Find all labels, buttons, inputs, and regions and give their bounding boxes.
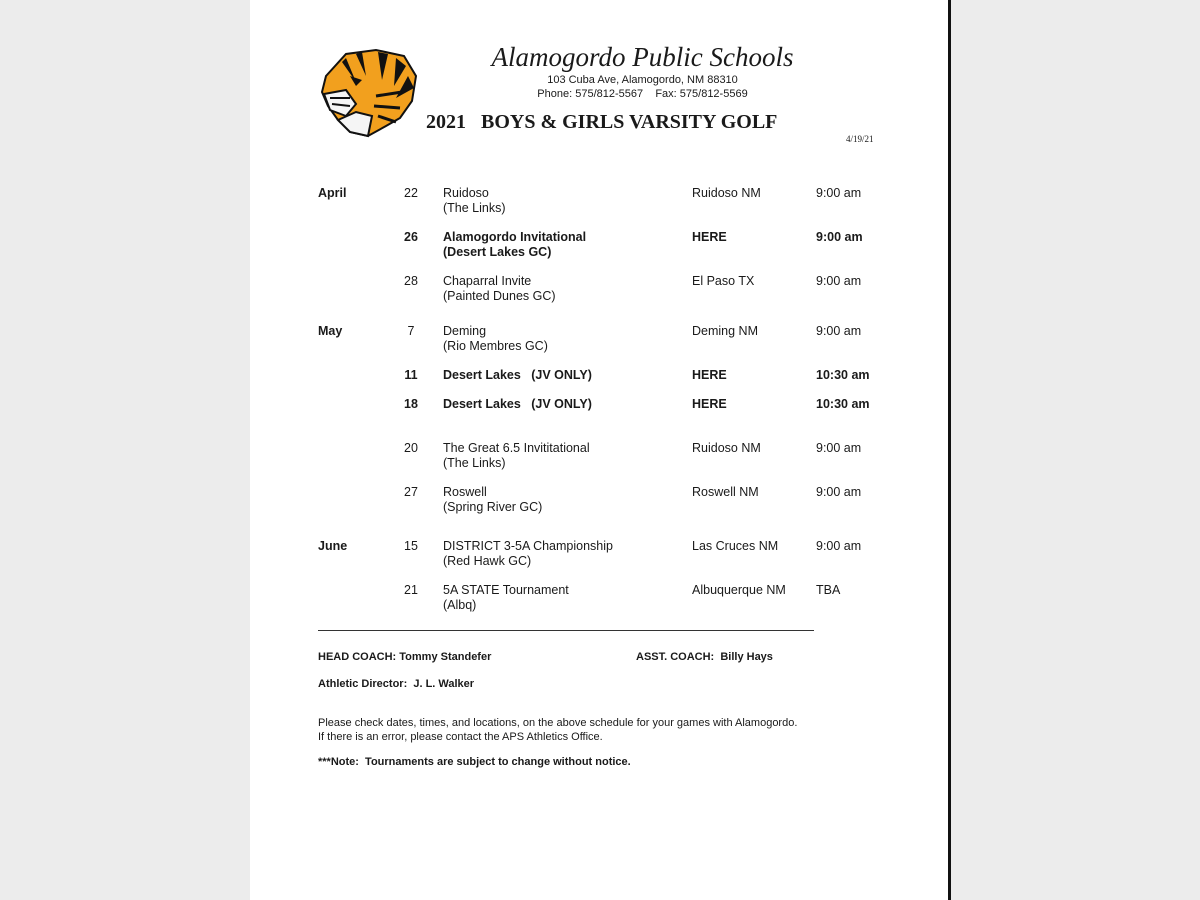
time-cell: 10:30 am [816, 397, 870, 411]
event-venue: (Rio Membres GC) [443, 339, 548, 353]
event-name: DISTRICT 3-5A Championship [443, 539, 613, 553]
divider-line [318, 630, 814, 631]
location-cell: El Paso TX [692, 274, 755, 288]
day-cell: 7 [407, 324, 415, 338]
school-contact [430, 73, 855, 101]
school-address: 103 Cuba Ave, Alamogordo, NM 88310 [547, 74, 738, 86]
day-cell: 20 [404, 441, 418, 455]
event-cell [443, 324, 548, 354]
location-cell: Ruidoso NM [692, 186, 761, 200]
school-name: Alamogordo Public Schools [491, 42, 794, 72]
tiger-logo [316, 46, 420, 140]
time-cell: 9:00 am [816, 274, 862, 288]
event-venue: (Painted Dunes GC) [443, 289, 556, 303]
event-cell [443, 485, 542, 515]
location-cell: HERE [692, 230, 727, 244]
head-coach: HEAD COACH: Tommy Standefer [318, 651, 492, 663]
change-notice: ***Note: Tournaments are subject to change without notice. [318, 756, 631, 768]
event-name: 5A STATE Tournament [443, 583, 569, 597]
event-venue: (Red Hawk GC) [443, 554, 532, 568]
event-cell [443, 274, 556, 304]
event-venue: (Spring River GC) [443, 500, 543, 514]
day-cell: 11 [404, 368, 418, 382]
event-cell [443, 441, 590, 471]
check-note-line-2: If there is an error, please contact the APS Athletics Office. [318, 731, 603, 743]
location-cell: HERE [692, 368, 727, 382]
event-cell: Desert Lakes (JV ONLY) [443, 397, 592, 411]
location-cell: Albuquerque NM [692, 583, 786, 597]
time-cell: 9:00 am [816, 539, 862, 553]
event-cell: Desert Lakes (JV ONLY) [443, 368, 592, 382]
athletic-director: Athletic Director: J. L. Walker [318, 678, 475, 690]
time-cell: 9:00 am [816, 186, 862, 200]
event-name: Deming [443, 324, 487, 338]
assistant-coach: ASST. COACH: Billy Hays [636, 651, 773, 663]
event-name: Roswell [443, 485, 487, 499]
time-cell: 9:00 am [816, 485, 862, 499]
time-cell: 10:30 am [816, 368, 870, 382]
event-cell [443, 539, 613, 569]
event-cell [443, 230, 586, 260]
location-cell: Deming NM [692, 324, 758, 338]
month-label: May [318, 324, 343, 338]
event-name: The Great 6.5 Invititational [443, 441, 590, 455]
time-cell: 9:00 am [816, 324, 862, 338]
location-cell: HERE [692, 397, 727, 411]
day-cell: 26 [404, 230, 418, 244]
school-phone-fax: Phone: 575/812-5567 Fax: 575/812-5569 [537, 88, 748, 100]
day-cell: 21 [404, 583, 418, 597]
month-label: April [318, 186, 347, 200]
event-cell [443, 186, 506, 216]
month-label: June [318, 539, 348, 553]
check-schedule-note [318, 716, 797, 744]
event-venue: (Desert Lakes GC) [443, 245, 552, 259]
location-cell: Ruidoso NM [692, 441, 761, 455]
day-cell: 28 [404, 274, 418, 288]
event-venue: (The Links) [443, 456, 506, 470]
document-title: 2021 BOYS & GIRLS VARSITY GOLF [426, 111, 778, 133]
event-name: Alamogordo Invitational [443, 230, 587, 244]
time-cell: 9:00 am [816, 441, 862, 455]
time-cell: TBA [816, 583, 841, 597]
day-cell: 22 [404, 186, 418, 200]
document-date: 4/19/21 [846, 134, 874, 144]
event-venue: (The Links) [443, 201, 506, 215]
time-cell: 9:00 am [816, 230, 863, 244]
check-note-line-1: Please check dates, times, and locations, on the above schedule for your games with Alamogordo. [318, 717, 798, 729]
event-cell [443, 583, 569, 613]
right-margin-panel [951, 0, 1200, 900]
event-name: Ruidoso [443, 186, 489, 200]
day-cell: 15 [404, 539, 418, 553]
location-cell: Roswell NM [692, 485, 759, 499]
day-cell: 27 [404, 485, 418, 499]
day-cell: 18 [404, 397, 418, 411]
event-venue: (Albq) [443, 598, 477, 612]
location-cell: Las Cruces NM [692, 539, 779, 553]
event-name: Chaparral Invite [443, 274, 532, 288]
